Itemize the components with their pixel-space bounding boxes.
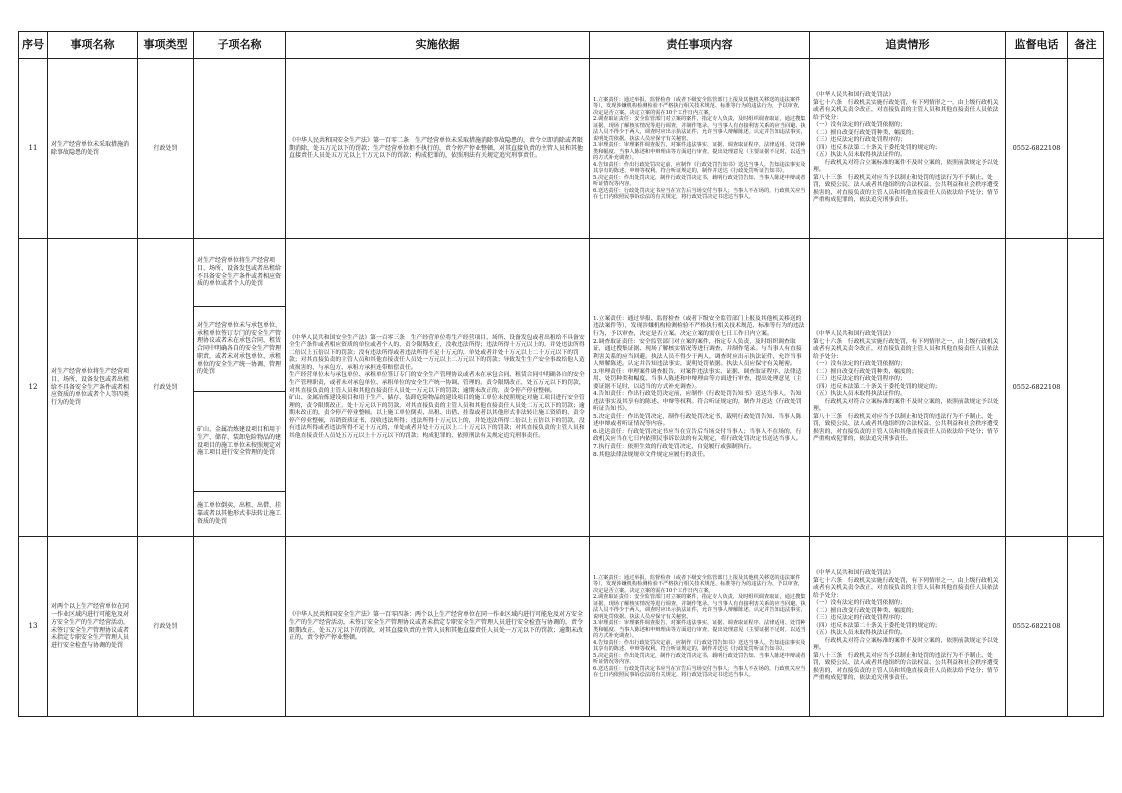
sub-item: 对生产经营单位未与承包单位、承租单位签订专门的安全生产管理协议或者未在承包合同、租赁合同中明确各自的安全生产管理职责，或者未对承包单位、承租单位的安全生产统一协调、管理的处罚 <box>194 307 285 392</box>
sub-item: 施工单位倒卖、出租、出借、挂靠或者以其他形式非法转让施工资质的处罚 <box>197 502 282 525</box>
row-sub-item-empty <box>194 537 286 717</box>
header-row <box>19 32 1104 59</box>
row-phone: 0552-6822108 <box>1006 537 1068 717</box>
row-phone: 0552-6822108 <box>1006 59 1068 239</box>
row-liability: 《中华人民共和国行政处罚法》 第七十六条 行政机关实施行政处罚，有下列情形之一，由上级行政机关或者有关机关责令改正，对直接负责的主管人员和其他直接责任人员依法给予处分： （一）没有法定的行政处罚依据的； （二）擅自改变行政处罚种类、幅度的； （三）违反法定的行政处罚程序的； （四）违反本法第二十条关于委托处罚的规定的； （五）执法人员未取得执法证件的。 行政机关对符合立案标准的案件不及时立案的，依照前款规定予以处理。 第八十三条 行政机关对应当予以制止和处罚的违法行为不予制止、处罚，致使公民、法人或者其他组织的合法权益、公共利益和社会秩序遭受损害的，对直接负责的主管人员和其他直接责任人员依法给予处分；情节严重构成犯罪的，依法追究刑事责任。 <box>810 537 1006 717</box>
header-basis: 实施依据 <box>286 32 590 59</box>
row-duty: 1.立案责任：通过举报、监督检查（或者下级安全监管部门上报及其他机关移送的违法案件等），发现涉嫌机构检测检验不严格执行相关技术规范、标准等行为的违法行为，予以审查，决定是否立案。决定立案的需在10个工作日内立案。 2.调查取证责任：安全监管部门对立案的案件，指定专人负责，及时组织调查取证，通过搜集证据、现场了解核实情况等进行调查，并制作笔录。与当事人有直接利害关系的应当回避。执法人员不得少于两人，调查时应出示执法证件，允许当事人辩解陈述。认定并告知违法事实，说明处罚依据。执法人员应保守有关秘密。 3.审理责任：审理案件调查报告，对案件违法事实、证据、调查取证程序、法律适用、处罚种类和幅度、当事人陈述和申辩理由等方面进行审查，提出处理意见（主要证据不足时，以适当的方式补充调查）。 4.告知责任：作出行政处罚决定前，应制作《行政处罚告知书》送达当事人，告知违法事实及其享有的陈述、申辩等权利。符合听证规定的，制作并送达《行政处罚听证告知书》。 5.决定责任：作出处罚决定，制作行政处罚决定书，载明行政处罚告知、当事人陈述申辩或者听证情况等内容。 6.送达责任：行政处罚决定书应当在宣告后当场交付当事人；当事人不在场的，行政机关应当在七日内依照民事诉讼法的有关规定，将行政处罚决定书送达当事人。 <box>590 537 810 717</box>
header-phone: 监督电话 <box>1006 32 1068 59</box>
header-item-name: 事项名称 <box>48 32 138 59</box>
header-duty: 责任事项内容 <box>590 32 810 59</box>
row-duty: 1.立案责任：通过举报、监督检查（或者下级安全监管部门上报及其他机关移送的违法案件等），发现涉嫌机构检测检验不严格执行相关技术规范、标准等行为的违法行为，予以审查，决定是否立案。决定立案的需在七日工作日内立案。 2.调查取证责任：安全监管部门对立案的案件，指定专人负责，及时组织调查取证，通过搜集证据、现场了解核实情况等进行调查，并制作笔录。与当事人有直接利害关系的应当回避。执法人员不得少于两人，调查时应出示执法证件，允许当事人辩解陈述。认定并告知违法事实，说明处罚依据。执法人员应保守有关秘密。 3.审理责任：审理案件调查报告，对案件违法事实、证据、调查取证程序、法律适用、处罚种类和幅度、当事人陈述和申辩理由等方面进行审查，提出处理意见（主要证据不足时，以适当的方式补充调查）。 4.告知责任：作出行政处罚决定前，应制作《行政处罚告知书》送达当事人，告知违法事实及其享有的陈述、申辩等权利。符合听证规定的，制作并送达《行政处罚听证告知书》。 5.决定责任：作出处罚决定，制作行政处罚决定书，载明行政处罚告知、当事人陈述申辩或者听证情况等内容。 6.送达责任：行政处罚决定书应当在宣告后当场交付当事人；当事人不在场的，行政机关应当在七日内依照民事诉讼法的有关规定，将行政处罚决定书送达当事人。 7.执行责任：依照生效的行政处罚决定，自觉履行或强制执行。 8.其他法律法规规章文件规定应履行的责任。 <box>590 239 810 537</box>
row-item-name: 对生产经营单位将生产经营项目、场所、设备发包或者出租给不具备安全生产条件或者相应资质的单位或者个人等四类行为的处罚 <box>48 239 138 537</box>
table-row <box>19 59 1104 239</box>
row-basis: 《中华人民共和国安全生产法》第一百零四条：两个以上生产经营单位在同一作业区域内进行可能危及对方安全生产的生产经营活动，未签订安全生产管理协议或者未指定专职安全生产管理人员进行安全检查与协调的，责令限期改正，处五万元以下的罚款，对其直接负责的主管人员和其他直接责任人员处一万元以下的罚款；逾期未改正的，责令停产停业整顿。 <box>286 537 590 717</box>
row-item-type: 行政处罚 <box>138 537 194 717</box>
row-liability: 《中华人民共和国行政处罚法》 第七十六条 行政机关实施行政处罚，有下列情形之一，由上级行政机关或者有关机关责令改正，对直接负责的主管人员和其他直接责任人员依法给予处分： （一）没有法定的行政处罚依据的； （二）擅自改变行政处罚种类、幅度的； （三）违反法定的行政处罚程序的； （四）违反本法第二十条关于委托处罚的规定的； （五）执法人员未取得执法证件的。 行政机关对符合立案标准的案件不及时立案的，依照前款规定予以处理。 第八十三条 行政机关对应当予以制止和处罚的违法行为不予制止、处罚，致使公民、法人或者其他组织的合法权益、公共利益和社会秩序遭受损害的，对直接负责的主管人员和其他直接责任人员依法给予处分；情节严重构成犯罪的，依法追究刑事责任。 <box>810 59 1006 239</box>
row-sub-items <box>194 239 286 537</box>
row-no: 13 <box>19 537 48 717</box>
row-no: 12 <box>19 239 48 537</box>
responsibility-table <box>18 31 1104 717</box>
row-item-name: 对两个以上生产经营单位在同一作业区域内进行可能危及对方安全生产的生产经营活动，未签订安全生产管理协议或者未指定专职安全生产管理人员进行安全检查与协调的处罚 <box>48 537 138 717</box>
header-no: 序号 <box>19 32 48 59</box>
row-item-type: 行政处罚 <box>138 59 194 239</box>
row-item-type: 行政处罚 <box>138 239 194 537</box>
header-sub-item: 子项名称 <box>194 32 286 59</box>
sub-item: 矿山、金属冶炼建设项目和用于生产、储存、装卸危险物品的建设项目的施工单位未按照规定对施工项目进行安全管理的处罚 <box>194 392 285 492</box>
row-duty: 1.立案责任：通过举报、监督检查（或者下级安全监管部门上报及其他机关移送的违法案件等），发现涉嫌机构检测检验不严格执行相关技术规范、标准等行为的违法行为，予以审查，决定是否立案。决定立案的需在10个工作日内立案。 2.调查取证责任：安全监管部门对立案的案件，指定专人负责，及时组织调查取证，通过搜集证据、现场了解核实情况等进行调查，并制作笔录。与当事人有直接利害关系的应当回避。执法人员不得少于两人，调查时应出示执法证件，允许当事人辩解陈述。认定并告知违法事实，说明处罚依据。执法人员应保守有关秘密。 3.审理责任：审理案件调查报告，对案件违法事实、证据、调查取证程序、法律适用、处罚种类和幅度、当事人陈述和申辩理由等方面进行审查，提出处理意见（主要证据不足时，以适当的方式补充调查）。 4.告知责任：作出行政处罚决定前，应制作《行政处罚告知书》送达当事人，告知违法事实及其享有的陈述、申辩等权利。符合听证规定的，制作并送达《行政处罚听证告知书》。 5.决定责任：作出处罚决定，制作行政处罚决定书，载明行政处罚告知、当事人陈述申辩或者听证情况等内容。 6.送达责任：行政处罚决定书应当在宣告后当场交付当事人；当事人不在场的，行政机关应当在七日内依照民事诉讼法的有关规定，将行政处罚决定书送达当事人。 <box>590 59 810 239</box>
row-basis: 《中华人民共和国安全生产法》第一百零三条 生产经营单位将生产经营项目、场所、设备发包或者出租给不具备安全生产条件或者相应资质的单位或者个人的，责令限期改正，没收违法所得；违法所得十万元以上的，并处违法所得二倍以上五倍以下的罚款；没有违法所得或者违法所得不足十万元的，单处或者并处十万元以上二十万元以下的罚款；对其直接负责的主管人员和其他直接责任人员处一万元以上二万元以下的罚款；导致发生生产安全事故给他人造成损害的，与承包方、承租方承担连带赔偿责任。 生产经营单位未与承包单位、承租单位签订专门的安全生产管理协议或者未在承包合同、租赁合同中明确各自的安全生产管理职责，或者未对承包单位、承租单位的安全生产统一协调、管理的，责令限期改正，处五万元以下的罚款，对其直接负责的主管人员和其他直接责任人员处一万元以下的罚款；逾期未改正的，责令停产停业整顿。 矿山、金属冶炼建设项目和用于生产、储存、装卸危险物品的建设项目的施工单位未按照规定对施工项目进行安全管理的，责令限期改正，处十万元以下的罚款，对其直接负责的主管人员和其他直接责任人员处二万元以下的罚款；逾期未改正的，责令停产停业整顿。以上施工单位倒卖、出租、出借、挂靠或者以其他形式非法转让施工资质的，责令停产停业整顿，吊销资质证书，没收违法所得；违法所得十万元以上的，并处违法所得二倍以上五倍以下的罚款，没有违法所得或者违法所得不足十万元的，单处或者并处十万元以上二十万元以下的罚款；对其直接负责的主管人员和其他直接责任人员处五万元以上十万元以下的罚款；构成犯罪的，依照刑法有关规定追究刑事责任。 <box>286 239 590 537</box>
row-item-name: 对生产经营单位未采取措施消除事故隐患的处罚 <box>48 59 138 239</box>
row-note <box>1068 537 1104 717</box>
row-note <box>1068 59 1104 239</box>
header-note: 备注 <box>1068 32 1104 59</box>
row-no: 11 <box>19 59 48 239</box>
header-liability: 追责情形 <box>810 32 1006 59</box>
sub-item: 对生产经营单位将生产经营项目、场所、设备发包或者出租给不具备安全生产条件或者相应资质的单位或者个人的处罚 <box>194 239 285 307</box>
row-note <box>1068 239 1104 537</box>
row-phone: 0552-6822108 <box>1006 239 1068 537</box>
table-row <box>19 537 1104 717</box>
row-basis: 《中华人民共和国安全生产法》第一百零二条 生产经营单位未采取措施消除事故隐患的，责令立即消除或者限期消除，处五万元以下的罚款；生产经营单位拒不执行的，责令停产停业整顿，对其直接负责的主管人员和其他直接责任人员处五万元以上十万元以下的罚款；构成犯罪的，依照刑法有关规定追究刑事责任。 <box>286 59 590 239</box>
header-item-type: 事项类型 <box>138 32 194 59</box>
row-liability: 《中华人民共和国行政处罚法》 第七十六条 行政机关实施行政处罚，有下列情形之一，由上级行政机关或者有关机关责令改正，对直接负责的主管人员和其他直接责任人员依法给予处分： （一）没有法定的行政处罚依据的； （二）擅自改变行政处罚种类、幅度的； （三）违反法定的行政处罚程序的； （四）违反本法第二十条关于委托处罚的规定的； （五）执法人员未取得执法证件的。 行政机关对符合立案标准的案件不及时立案的，依照前款规定予以处理。 第八十三条 行政机关对应当予以制止和处罚的违法行为不予制止、处罚，致使公民、法人或者其他组织的合法权益、公共利益和社会秩序遭受损害的，对直接负责的主管人员和其他直接责任人员依法给予处分；情节严重构成犯罪的，依法追究刑事责任。 <box>810 239 1006 537</box>
row-sub-item-empty <box>194 59 286 239</box>
table-row <box>19 239 1104 537</box>
